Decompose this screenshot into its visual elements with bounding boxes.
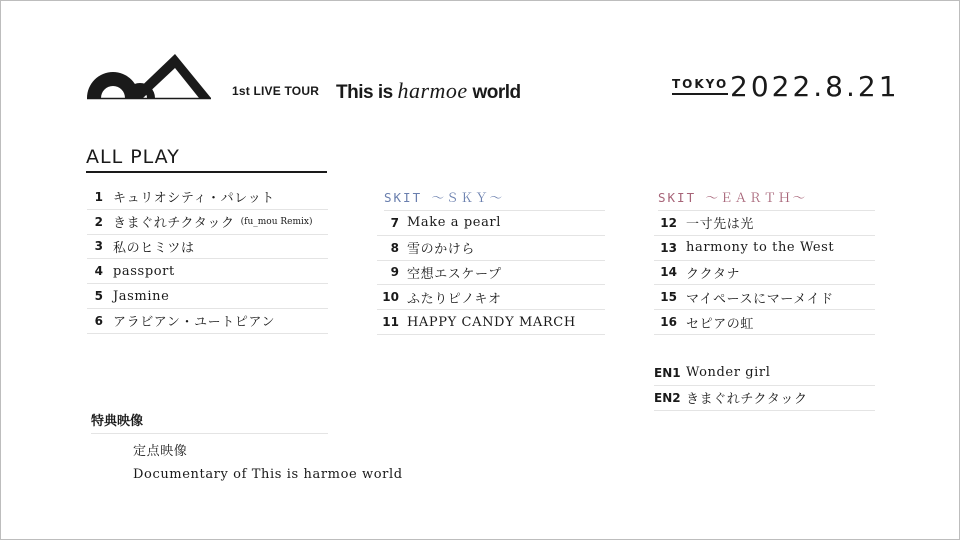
bonus-item[interactable] <box>133 437 373 462</box>
track-number: 13 <box>660 240 677 255</box>
track-item[interactable] <box>87 284 328 309</box>
track-number: 4 <box>94 264 103 279</box>
city-label: TOKYO <box>672 77 728 95</box>
track-item[interactable] <box>377 285 605 310</box>
bonus-list <box>133 437 403 487</box>
track-item[interactable] <box>87 185 328 210</box>
harmoe-logo-icon <box>85 52 213 100</box>
bonus-title-text: 定点映像 <box>133 443 188 459</box>
track-list-2 <box>377 211 605 335</box>
track-item[interactable] <box>654 211 875 236</box>
track-number: 7 <box>390 215 399 230</box>
track-number: 2 <box>94 214 103 229</box>
date-label: 2022.8.21 <box>730 70 900 103</box>
track-title: セピアの虹 <box>686 316 755 332</box>
track-number: 1 <box>94 189 103 204</box>
track-item[interactable] <box>377 211 605 236</box>
track-number: 6 <box>94 313 103 328</box>
track-title: 雪のかけら <box>407 242 476 258</box>
all-play-button[interactable]: ALL PLAY <box>86 146 327 173</box>
track-number: EN1 <box>654 365 681 380</box>
track-title: Make a pearl <box>407 215 501 231</box>
track-item[interactable] <box>377 261 605 286</box>
track-number: EN2 <box>654 390 681 405</box>
track-item[interactable] <box>654 261 875 286</box>
track-list-1 <box>87 185 328 334</box>
track-title: 私のヒミツは <box>113 240 195 256</box>
skit-earth-label: SKIT ～ＥＡＲＴＨ～ <box>658 188 875 211</box>
track-number: 8 <box>390 240 399 255</box>
track-list-3 <box>654 211 875 335</box>
track-item[interactable] <box>87 210 328 235</box>
tour-name-script: harmoe <box>397 78 468 103</box>
track-number: 16 <box>660 315 677 330</box>
track-item[interactable] <box>654 310 875 335</box>
track-title: きまぐれチクタック <box>113 216 235 232</box>
track-title: キュリオシティ・パレット <box>113 191 275 207</box>
tour-name-prefix: This is <box>336 82 398 103</box>
track-item[interactable] <box>654 236 875 261</box>
track-title: HAPPY CANDY MARCH <box>407 314 576 330</box>
track-title: アラビアン・ユートピアン <box>113 315 276 331</box>
track-number: 9 <box>390 265 399 280</box>
track-title: 空想エスケープ <box>407 266 502 282</box>
track-number: 11 <box>382 315 399 330</box>
track-title: マイペースにマーメイド <box>686 291 834 307</box>
track-number: 3 <box>94 239 103 254</box>
track-title: きまぐれチクタック <box>686 392 808 408</box>
track-item[interactable] <box>377 236 605 261</box>
skit-sky-label: SKIT ～ＳＫＹ～ <box>384 188 605 211</box>
bonus-title-text: Documentary of This is harmoe world <box>133 466 403 482</box>
tour-label: 1st LIVE TOUR <box>232 84 320 98</box>
track-title: 一寸先は光 <box>686 217 755 233</box>
track-item[interactable] <box>654 285 875 310</box>
track-number: 14 <box>660 265 677 280</box>
track-number: 5 <box>94 289 103 304</box>
track-title: ククタナ <box>686 266 741 282</box>
track-number: 12 <box>660 215 677 230</box>
tour-name-suffix: world <box>467 82 521 103</box>
bonus-item[interactable] <box>133 462 403 487</box>
track-item[interactable] <box>377 310 605 335</box>
track-item[interactable] <box>654 386 875 411</box>
track-item[interactable] <box>87 259 328 284</box>
track-item[interactable] <box>87 235 328 260</box>
track-title: Jasmine <box>113 288 170 304</box>
track-title: harmony to the West <box>686 240 835 256</box>
track-item[interactable] <box>87 309 328 334</box>
track-note: (fu_mou Remix) <box>240 216 313 227</box>
tour-name <box>336 78 521 104</box>
bonus-title: 特典映像 <box>91 410 328 434</box>
track-number: 10 <box>382 290 399 305</box>
track-title: Wonder girl <box>686 365 771 381</box>
track-title: passport <box>113 263 175 279</box>
encore-list <box>654 361 875 411</box>
track-title: ふたりピノキオ <box>407 291 502 307</box>
track-item[interactable] <box>654 361 875 386</box>
track-number: 15 <box>660 290 677 305</box>
